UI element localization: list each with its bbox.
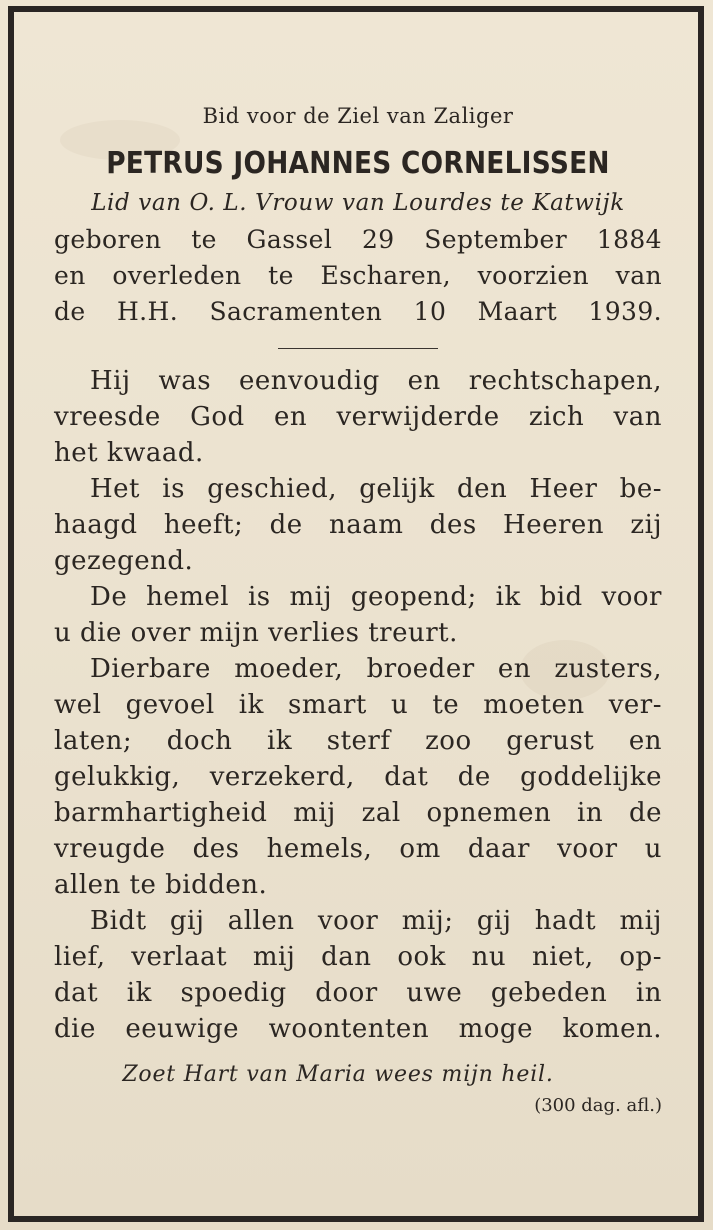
text-line: haagd heeft; de naam des Heeren zij bbox=[54, 510, 662, 540]
text-line: u die over mijn verlies treurt. bbox=[54, 618, 458, 648]
text-line: wel gevoel ik smart u te moeten ver- bbox=[54, 690, 662, 720]
text-line: lief, verlaat mij dan ook nu niet, op- bbox=[54, 942, 662, 972]
text-line: Dierbare moeder, broeder en zusters, bbox=[90, 654, 662, 684]
indulgence-note: (300 dag. afl.) bbox=[534, 1095, 662, 1116]
birth-death-details bbox=[54, 222, 662, 330]
text-line: allen te bidden. bbox=[54, 870, 268, 900]
card-content bbox=[54, 100, 662, 1121]
text-line: die eeuwige woontenten moge komen. bbox=[54, 1014, 662, 1044]
text-line: het kwaad. bbox=[54, 438, 204, 468]
paragraph-2 bbox=[54, 471, 662, 579]
detail-line: en overleden te Escharen, voorzien van bbox=[54, 261, 662, 290]
text-line: De hemel is mij geopend; ik bid voor bbox=[90, 582, 662, 612]
paragraph-4 bbox=[54, 651, 662, 903]
text-line: gelukkig, verzekerd, dat de goddelijke bbox=[54, 762, 662, 792]
divider-rule bbox=[278, 348, 438, 349]
deceased-name: PETRUS JOHANNES CORNELISSEN bbox=[106, 146, 610, 181]
paragraph-5 bbox=[54, 903, 662, 1047]
detail-line: geboren te Gassel 29 September 1884 bbox=[54, 225, 662, 254]
text-line: laten; doch ik sterf zoo gerust en bbox=[54, 726, 662, 756]
text-line: Het is geschied, gelijk den Heer be- bbox=[90, 474, 662, 504]
intro-line: Bid voor de Ziel van Zaliger bbox=[202, 104, 514, 128]
membership-line: Lid van O. L. Vrouw van Lourdes te Katwijk bbox=[91, 190, 625, 216]
text-line: dat ik spoedig door uwe gebeden in bbox=[54, 978, 662, 1008]
text-line: Bidt gij allen voor mij; gij hadt mij bbox=[90, 906, 662, 936]
paragraph-3 bbox=[54, 579, 662, 651]
closing-prayer: Zoet Hart van Maria wees mijn heil. bbox=[122, 1062, 554, 1087]
text-line: gezegend. bbox=[54, 546, 194, 576]
text-line: vreugde des hemels, om daar voor u bbox=[54, 834, 662, 864]
detail-line: de H.H. Sacramenten 10 Maart 1939. bbox=[54, 297, 662, 326]
paragraph-1 bbox=[54, 363, 662, 471]
text-line: Hij was eenvoudig en rechtschapen, bbox=[90, 366, 662, 396]
text-line: barmhartigheid mij zal opnemen in de bbox=[54, 798, 662, 828]
text-line: vreesde God en verwijderde zich van bbox=[54, 402, 662, 432]
